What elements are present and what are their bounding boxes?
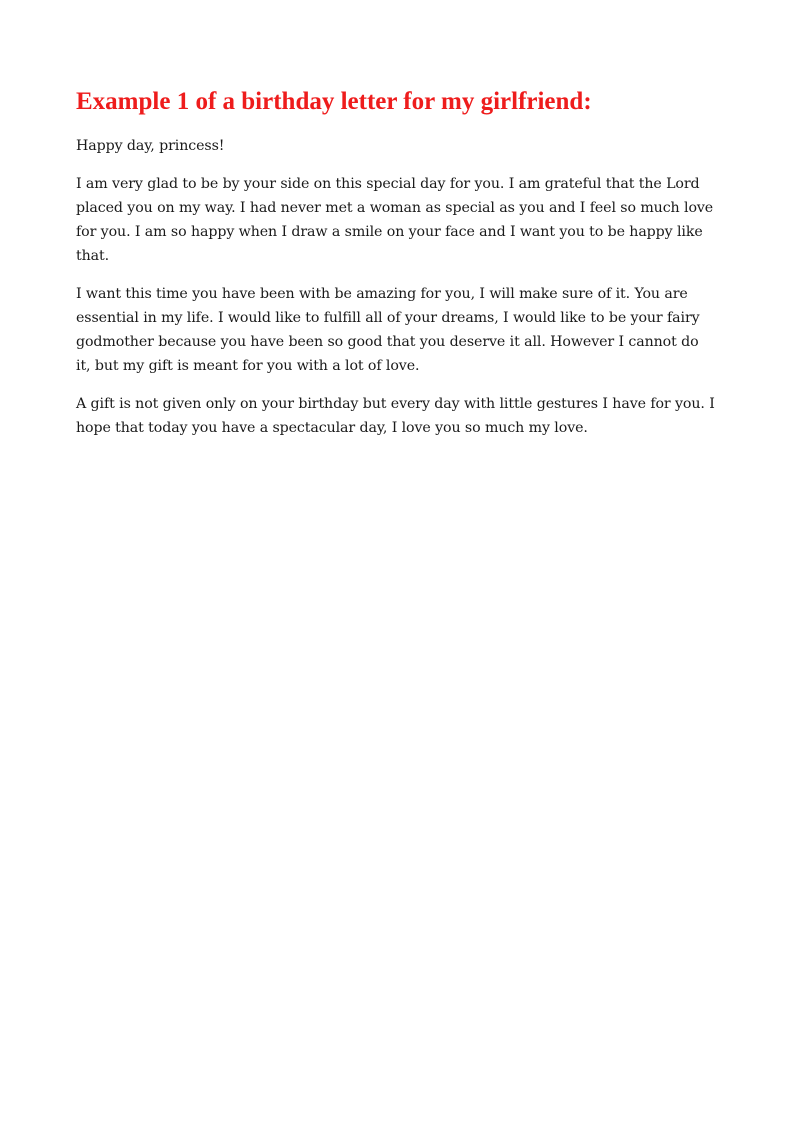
letter-paragraph-3: A gift is not given only on your birthday but every day with little gestures I have for you. I hope that today you have a spectacular day, I love you so much my love. — [76, 396, 715, 436]
letter-title: Example 1 of a birthday letter for my girlfriend: — [76, 88, 592, 115]
letter-body — [76, 84, 716, 454]
letter-paragraph-1: I am very glad to be by your side on this special day for you. I am grateful that the Lord placed you on my way. I had never met a woman as special as you and I feel so much love for you. I am so happy when I draw a smile on your face and I want you to be happy like that. — [76, 176, 714, 264]
letter-greeting: Happy day, princess! — [76, 138, 225, 154]
letter-paragraph-2: I want this time you have been with be amazing for you, I will make sure of it. You are essential in my life. I would like to fulfill all of your dreams, I would like to be your fairy godmother because you have been so good that you deserve it all. However I cannot do it, but my gift is meant for you with a lot of love. — [76, 286, 700, 374]
